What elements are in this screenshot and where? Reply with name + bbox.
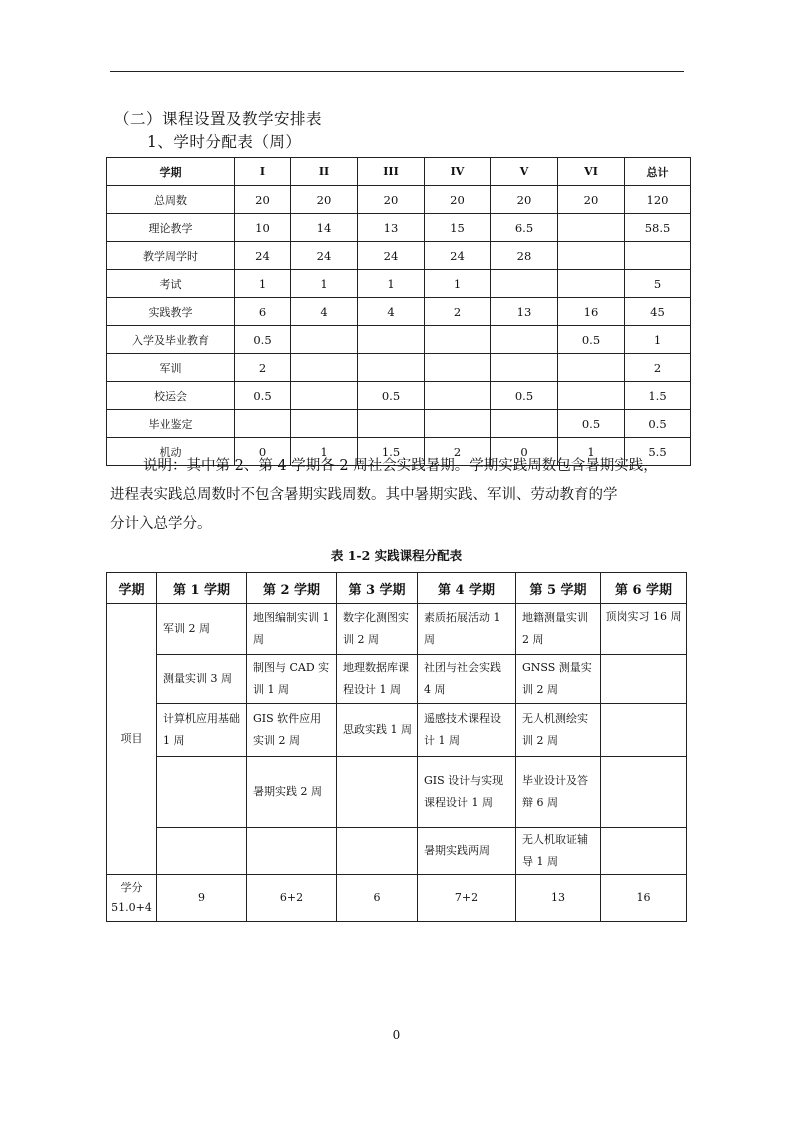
table-cell: 素质拓展活动 1 周 [418, 604, 516, 655]
table-cell: 5.5 [625, 438, 691, 466]
table-cell [558, 382, 625, 410]
table-cell: 20 [491, 186, 558, 214]
credit-value: 6+2 [247, 875, 337, 922]
table-cell: 无人机测绘实训 2 周 [516, 704, 601, 757]
row-label: 教学周学时 [107, 242, 235, 270]
table-cell: 1 [425, 270, 491, 298]
credit-value: 16 [601, 875, 687, 922]
table-cell: 58.5 [625, 214, 691, 242]
table-cell: 地籍测量实训 2 周 [516, 604, 601, 655]
table-cell: 测量实训 3 周 [157, 655, 247, 704]
table-cell: 6 [235, 298, 291, 326]
table-cell [601, 655, 687, 704]
row-label: 实践教学 [107, 298, 235, 326]
hours-allocation-table [106, 157, 691, 466]
column-header: 第 5 学期 [516, 573, 601, 604]
header-rule [110, 71, 684, 72]
table-cell: 暑期实践 2 周 [247, 757, 337, 828]
table-cell: GNSS 测量实训 2 周 [516, 655, 601, 704]
credit-label [107, 875, 157, 922]
note-line: 说明：其中第 2、第 4 学期各 2 周社会实践暑期。学期实践周数包含暑期实践， [143, 458, 658, 474]
table-row [107, 326, 691, 354]
credit-label-total: 51.0+4 [111, 901, 152, 914]
table-cell: 20 [425, 186, 491, 214]
column-header: 总计 [625, 158, 691, 186]
table-cell: 13 [491, 298, 558, 326]
table-row [107, 242, 691, 270]
table-cell: 1.5 [358, 438, 425, 466]
table-cell: 1 [358, 270, 425, 298]
column-header: 第 3 学期 [337, 573, 418, 604]
note-line: 分计入总学分。 [110, 516, 212, 532]
table-cell [491, 270, 558, 298]
table-row [107, 704, 687, 757]
column-header: 第 1 学期 [157, 573, 247, 604]
table-row [107, 757, 687, 828]
table-cell: 28 [491, 242, 558, 270]
table-cell: 制图与 CAD 实训 1 周 [247, 655, 337, 704]
table-cell [491, 354, 558, 382]
table-cell [601, 757, 687, 828]
column-header: V [491, 158, 558, 186]
table-row [107, 354, 691, 382]
table-cell [558, 242, 625, 270]
table-row [107, 270, 691, 298]
table-cell: 0.5 [558, 326, 625, 354]
table-cell: 10 [235, 214, 291, 242]
table-row [107, 410, 691, 438]
table-cell: GIS 设计与实现课程设计 1 周 [418, 757, 516, 828]
table-cell: 45 [625, 298, 691, 326]
table-cell [491, 326, 558, 354]
table-cell: 0.5 [625, 410, 691, 438]
section-heading: （二）课程设置及教学安排表 [114, 110, 323, 128]
table-row [107, 655, 687, 704]
row-label: 总周数 [107, 186, 235, 214]
table-cell: 14 [291, 214, 358, 242]
column-header: 第 2 学期 [247, 573, 337, 604]
column-header: III [358, 158, 425, 186]
table-cell [358, 354, 425, 382]
table-cell: 6.5 [491, 214, 558, 242]
table-cell: 1 [558, 438, 625, 466]
credit-value: 13 [516, 875, 601, 922]
table-cell: 0.5 [558, 410, 625, 438]
table-cell: 20 [235, 186, 291, 214]
credit-value: 7+2 [418, 875, 516, 922]
table-cell: 5 [625, 270, 691, 298]
table-row [107, 382, 691, 410]
table-cell: 1 [235, 270, 291, 298]
table-row [107, 186, 691, 214]
table-cell: 无人机取证辅导 1 周 [516, 828, 601, 875]
credit-row [107, 875, 687, 922]
credit-value: 9 [157, 875, 247, 922]
row-label: 军训 [107, 354, 235, 382]
table-cell: 毕业设计及答辩 6 周 [516, 757, 601, 828]
table-cell: 1 [291, 438, 358, 466]
table-cell: 15 [425, 214, 491, 242]
row-label: 机动 [107, 438, 235, 466]
table-cell: 数字化测图实训 2 周 [337, 604, 418, 655]
table-cell: 遥感技术课程设计 1 周 [418, 704, 516, 757]
table-cell [157, 828, 247, 875]
table-cell: 20 [291, 186, 358, 214]
table-row [107, 214, 691, 242]
table-caption: 表 1-2 实践课程分配表 [330, 548, 463, 563]
column-header: II [291, 158, 358, 186]
table-cell: 社团与社会实践 4 周 [418, 655, 516, 704]
table-cell [291, 326, 358, 354]
table-cell: 0.5 [235, 382, 291, 410]
column-header: 学期 [107, 158, 235, 186]
column-header: 学期 [107, 573, 157, 604]
table-cell [291, 354, 358, 382]
table-cell: 思政实践 1 周 [337, 704, 418, 757]
row-label: 校运会 [107, 382, 235, 410]
practice-course-table [106, 572, 687, 922]
table-cell: 地理数据库课程设计 1 周 [337, 655, 418, 704]
table-cell: 13 [358, 214, 425, 242]
table-cell [337, 757, 418, 828]
table-cell [337, 828, 418, 875]
column-header: VI [558, 158, 625, 186]
table-cell [425, 410, 491, 438]
table-cell: 1.5 [625, 382, 691, 410]
table-cell: 顶岗实习 16 周 [601, 604, 687, 655]
table-cell [425, 382, 491, 410]
table-cell: 1 [291, 270, 358, 298]
table-cell [235, 410, 291, 438]
table-cell: 暑期实践两周 [418, 828, 516, 875]
table-cell [625, 242, 691, 270]
table-cell: 2 [425, 298, 491, 326]
table-cell: 0.5 [358, 382, 425, 410]
table-cell: 军训 2 周 [157, 604, 247, 655]
table-cell [491, 410, 558, 438]
table-row [107, 298, 691, 326]
table-cell [358, 410, 425, 438]
table-cell [601, 704, 687, 757]
table-cell [558, 354, 625, 382]
table-cell: 20 [558, 186, 625, 214]
page-number: 0 [392, 1028, 401, 1042]
table-cell: 24 [235, 242, 291, 270]
column-header: IV [425, 158, 491, 186]
table-cell: 0 [235, 438, 291, 466]
table-cell: 120 [625, 186, 691, 214]
credit-value: 6 [337, 875, 418, 922]
row-label: 项目 [107, 604, 157, 875]
table-cell: 2 [625, 354, 691, 382]
table-cell: 2 [235, 354, 291, 382]
table-cell: 0.5 [235, 326, 291, 354]
table-cell: GIS 软件应用实训 2 周 [247, 704, 337, 757]
table-cell: 16 [558, 298, 625, 326]
table-cell: 地图编制实训 1 周 [247, 604, 337, 655]
table-cell: 4 [291, 298, 358, 326]
column-header: 第 4 学期 [418, 573, 516, 604]
table-cell [425, 354, 491, 382]
table-cell [558, 214, 625, 242]
table-cell: 4 [358, 298, 425, 326]
row-label: 入学及毕业教育 [107, 326, 235, 354]
table-cell: 1 [625, 326, 691, 354]
table-row [107, 828, 687, 875]
table-header-row [107, 158, 691, 186]
table-cell [157, 757, 247, 828]
table-header-row [107, 573, 687, 604]
table-cell: 0.5 [491, 382, 558, 410]
credit-label-title: 学分 [120, 881, 143, 894]
table-cell [358, 326, 425, 354]
row-label: 理论教学 [107, 214, 235, 242]
table-cell [558, 270, 625, 298]
table-row [107, 604, 687, 655]
row-label: 考试 [107, 270, 235, 298]
subsection-heading: 1、学时分配表（周） [147, 133, 302, 151]
table-cell [425, 326, 491, 354]
note-line: 进程表实践总周数时不包含暑期实践周数。其中暑期实践、军训、劳动教育的学 [110, 487, 618, 503]
table-cell: 2 [425, 438, 491, 466]
table-cell: 20 [358, 186, 425, 214]
column-header: I [235, 158, 291, 186]
note-paragraph [110, 452, 690, 539]
table-cell [247, 828, 337, 875]
table-cell [601, 828, 687, 875]
table-cell [291, 410, 358, 438]
column-header: 第 6 学期 [601, 573, 687, 604]
row-label: 毕业鉴定 [107, 410, 235, 438]
table-cell: 计算机应用基础 1 周 [157, 704, 247, 757]
table-cell: 24 [291, 242, 358, 270]
table-cell: 24 [425, 242, 491, 270]
table-cell: 0 [491, 438, 558, 466]
table-cell: 24 [358, 242, 425, 270]
table-cell [291, 382, 358, 410]
